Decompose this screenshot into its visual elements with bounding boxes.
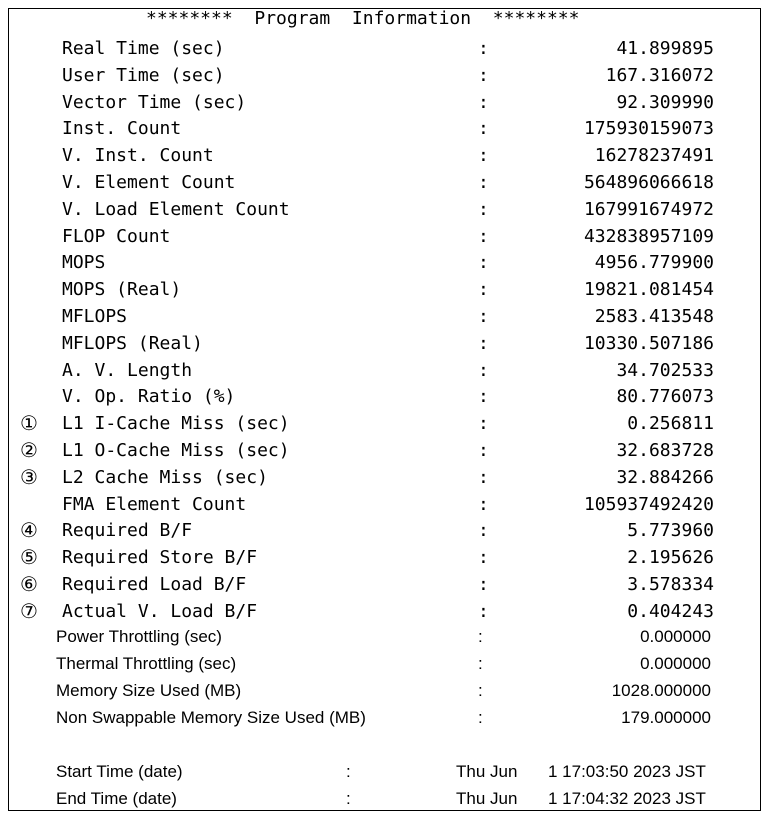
row-label: MFLOPS (Real)	[62, 332, 203, 354]
row-label: FMA Element Count	[62, 493, 247, 515]
row-colon: :	[478, 654, 483, 673]
row-value: 0.000000	[640, 627, 711, 646]
time-colon: :	[346, 789, 351, 808]
row-colon: :	[478, 279, 489, 301]
info-row	[0, 677, 773, 704]
row-value: 80.776073	[616, 386, 714, 408]
row-value: 0.256811	[627, 413, 714, 435]
row-label: User Time (sec)	[62, 64, 225, 86]
row-value: 0.000000	[640, 654, 711, 673]
row-colon: :	[478, 252, 489, 274]
info-row	[0, 142, 773, 169]
info-row	[0, 410, 773, 437]
row-colon: :	[478, 466, 489, 488]
row-value: 41.899895	[616, 38, 714, 59]
info-row	[0, 383, 773, 410]
row-label: V. Inst. Count	[62, 145, 214, 167]
info-row	[0, 330, 773, 357]
time-label: Start Time (date)	[56, 762, 183, 781]
info-row	[0, 249, 773, 276]
info-row	[0, 491, 773, 518]
row-colon: :	[478, 413, 489, 435]
row-colon: :	[478, 359, 489, 381]
row-value: 32.884266	[616, 466, 714, 488]
row-label: V. Op. Ratio (%)	[62, 386, 236, 408]
time-day: Thu Jun	[456, 789, 518, 808]
row-colon: :	[478, 681, 483, 700]
info-row	[0, 464, 773, 491]
info-row	[0, 704, 773, 731]
info-row	[0, 650, 773, 677]
row-label: A. V. Length	[62, 359, 193, 381]
row-marker: ⑦	[20, 598, 38, 623]
row-label: Vector Time (sec)	[62, 91, 247, 113]
row-marker: ⑤	[20, 545, 38, 570]
info-row	[0, 62, 773, 89]
info-row	[0, 623, 773, 650]
info-row	[0, 303, 773, 330]
row-colon: :	[478, 64, 489, 86]
row-label: Inst. Count	[62, 118, 182, 140]
time-colon: :	[346, 762, 351, 781]
row-colon: :	[478, 172, 489, 193]
row-label: FLOP Count	[62, 225, 171, 247]
row-label: Non Swappable Memory Size Used (MB)	[56, 708, 366, 727]
info-row	[0, 598, 773, 625]
row-colon: :	[478, 493, 489, 515]
row-colon: :	[478, 332, 489, 354]
row-value: 19821.081454	[583, 279, 714, 301]
row-label: MFLOPS	[62, 306, 128, 327]
row-colon: :	[478, 627, 483, 646]
row-colon: :	[478, 547, 489, 569]
row-label: V. Load Element Count	[62, 198, 290, 220]
row-colon: :	[478, 520, 489, 542]
row-colon: :	[478, 91, 489, 113]
row-value: 1028.000000	[611, 681, 711, 700]
row-label: Required Store B/F	[62, 547, 258, 569]
row-marker: ③	[20, 464, 38, 489]
info-row	[0, 169, 773, 196]
time-row	[0, 785, 773, 812]
row-colon: :	[478, 145, 489, 167]
info-row	[0, 276, 773, 303]
row-marker: ④	[20, 518, 38, 543]
row-label: L2 Cache Miss (sec)	[62, 466, 268, 488]
row-label: MOPS (Real)	[62, 279, 182, 301]
info-row	[0, 223, 773, 250]
program-info-header: ******** Program Information ********	[146, 8, 580, 29]
row-value: 92.309990	[616, 91, 714, 113]
row-value: 3.578334	[627, 574, 714, 595]
row-value: 2.195626	[627, 547, 714, 569]
row-colon: :	[478, 306, 489, 327]
row-value: 16278237491	[594, 145, 714, 167]
row-value: 167991674972	[583, 198, 714, 220]
row-value: 2583.413548	[594, 306, 714, 327]
row-colon: :	[478, 198, 489, 220]
info-row	[0, 115, 773, 142]
row-colon: :	[478, 708, 483, 727]
info-row	[0, 517, 773, 544]
row-label: Actual V. Load B/F	[62, 600, 258, 622]
row-value: 167.316072	[605, 64, 714, 86]
row-value: 179.000000	[621, 708, 711, 727]
row-marker: ①	[20, 411, 38, 436]
info-row	[0, 35, 773, 62]
row-value: 34.702533	[616, 359, 714, 381]
time-row	[0, 758, 773, 785]
info-row	[0, 544, 773, 571]
info-row	[0, 357, 773, 384]
row-marker: ②	[20, 438, 38, 462]
row-value: 564896066618	[583, 172, 714, 193]
info-row	[0, 89, 773, 116]
row-colon: :	[478, 38, 489, 59]
row-label: Thermal Throttling (sec)	[56, 654, 237, 673]
row-label: L1 O-Cache Miss (sec)	[62, 440, 290, 461]
row-label: Memory Size Used (MB)	[56, 681, 242, 700]
row-colon: :	[478, 118, 489, 140]
row-label: MOPS	[62, 252, 106, 274]
info-row	[0, 196, 773, 223]
row-colon: :	[478, 440, 489, 461]
row-colon: :	[478, 225, 489, 247]
time-value: 1 17:04:32 2023 JST	[548, 789, 706, 808]
info-row	[0, 437, 773, 464]
row-label: Required Load B/F	[62, 574, 247, 595]
time-value: 1 17:03:50 2023 JST	[548, 762, 706, 781]
row-value: 4956.779900	[594, 252, 714, 274]
row-value: 5.773960	[627, 520, 714, 542]
row-value: 10330.507186	[583, 332, 714, 354]
row-colon: :	[478, 574, 489, 595]
row-label: Power Throttling (sec)	[56, 627, 222, 646]
row-marker: ⑥	[20, 572, 38, 596]
row-label: Required B/F	[62, 520, 193, 542]
info-row	[0, 571, 773, 598]
time-day: Thu Jun	[456, 762, 518, 781]
row-label: V. Element Count	[62, 172, 236, 193]
row-value: 0.404243	[627, 600, 714, 622]
row-value: 175930159073	[583, 118, 714, 140]
row-label: L1 I-Cache Miss (sec)	[62, 413, 290, 435]
row-value: 32.683728	[616, 440, 714, 461]
time-label: End Time (date)	[56, 789, 177, 808]
row-value: 432838957109	[583, 225, 714, 247]
row-colon: :	[478, 386, 489, 408]
row-label: Real Time (sec)	[62, 38, 225, 59]
row-colon: :	[478, 600, 489, 622]
row-value: 105937492420	[583, 493, 714, 515]
